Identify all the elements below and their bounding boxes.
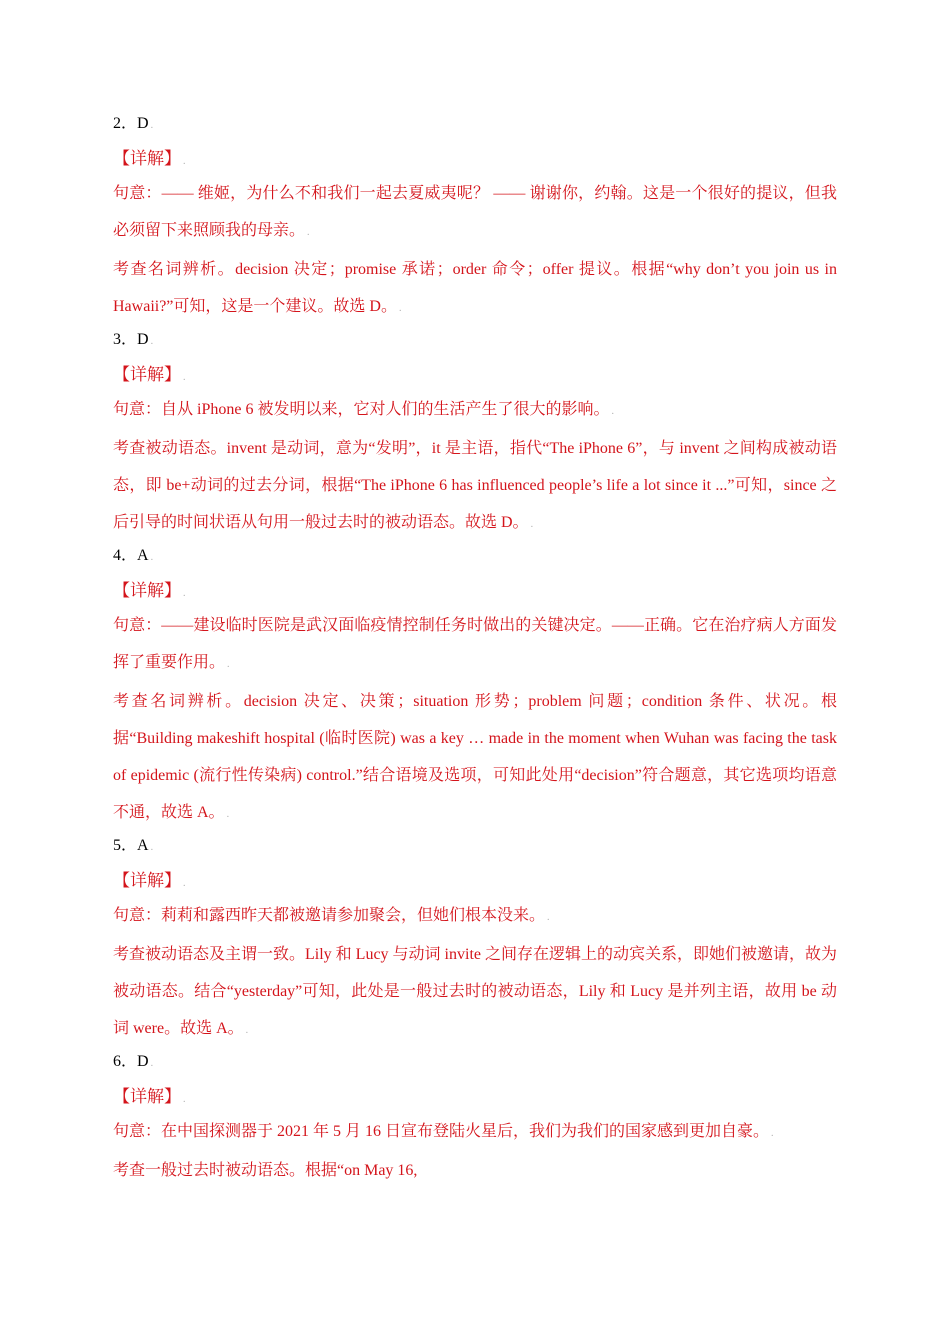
question-number: 2．D . [113, 115, 154, 132]
analysis-text: 考查名词辨析。decision 决定；promise 承诺；order 命令；offer 提议。根据“why don’t you join us in Hawaii?”可知，这是一个建议。故选 D。 . [113, 261, 837, 315]
question-6 [113, 1051, 837, 1189]
analysis-text: 考查名词辨析。decision 决定、决策；situation 形势；problem 问题；condition 条件、状况。根据“Building makeshift hospital (临时医院) was a key … made in the moment when Wuhan was facing the task of epidemic (流行性传染病) control.”结合语境及选项，可知此处用“decision”符合题意，其它选项均语意不通，故选 A。 . [113, 693, 837, 821]
question-3 [113, 329, 837, 543]
sentence-meaning: 句意：在中国探测器于 2021 年 5 月 16 日宣布登陆火星后，我们为我们的国家感到更加自豪。 . [113, 1123, 774, 1140]
sentence-meaning: 句意：—— 维姬，为什么不和我们一起去夏威夷呢？ —— 谢谢你，约翰。这是一个很好的提议，但我必须留下来照顾我的母亲。 . [113, 185, 837, 239]
detail-label: 【详解】 . [113, 581, 186, 600]
analysis-text: 考查一般过去时被动语态。根据“on May 16, [113, 1162, 418, 1179]
question-number: 4．A . [113, 547, 154, 564]
analysis-text: 考查被动语态。invent 是动词，意为“发明”，it 是主语，指代“The iPhone 6”，与 invent 之间构成被动语态，即 be+动词的过去分词，根据“The iPhone 6 has influenced people’s life a lot since it ...”可知，since 之后引导的时间状语从句用一般过去时的被动语态。故选 D。 . [113, 440, 837, 531]
sentence-meaning: 句意：——建设临时医院是武汉面临疫情控制任务时做出的关键决定。——正确。它在治疗病人方面发挥了重要作用。 . [113, 617, 837, 671]
question-number: 5．A . [113, 837, 154, 854]
detail-label: 【详解】 . [113, 871, 186, 890]
analysis-text: 考查被动语态及主谓一致。Lily 和 Lucy 与动词 invite 之间存在逻辑上的动宾关系，即她们被邀请，故为被动语态。结合“yesterday”可知，此处是一般过去时的被动语态，Lily 和 Lucy 是并列主语，故用 be 动词 were。故选 A。 . [113, 946, 837, 1037]
question-number: 3．D . [113, 331, 154, 348]
answer-content [113, 113, 837, 1189]
sentence-meaning: 句意：自从 iPhone 6 被发明以来，它对人们的生活产生了很大的影响。 . [113, 401, 614, 418]
question-4 [113, 545, 837, 833]
question-2 [113, 113, 837, 327]
question-5 [113, 835, 837, 1049]
detail-label: 【详解】 . [113, 1087, 186, 1106]
detail-label: 【详解】 . [113, 365, 186, 384]
sentence-meaning: 句意：莉莉和露西昨天都被邀请参加聚会，但她们根本没来。 . [113, 907, 550, 924]
question-number: 6．D . [113, 1053, 154, 1070]
detail-label: 【详解】 . [113, 149, 186, 168]
